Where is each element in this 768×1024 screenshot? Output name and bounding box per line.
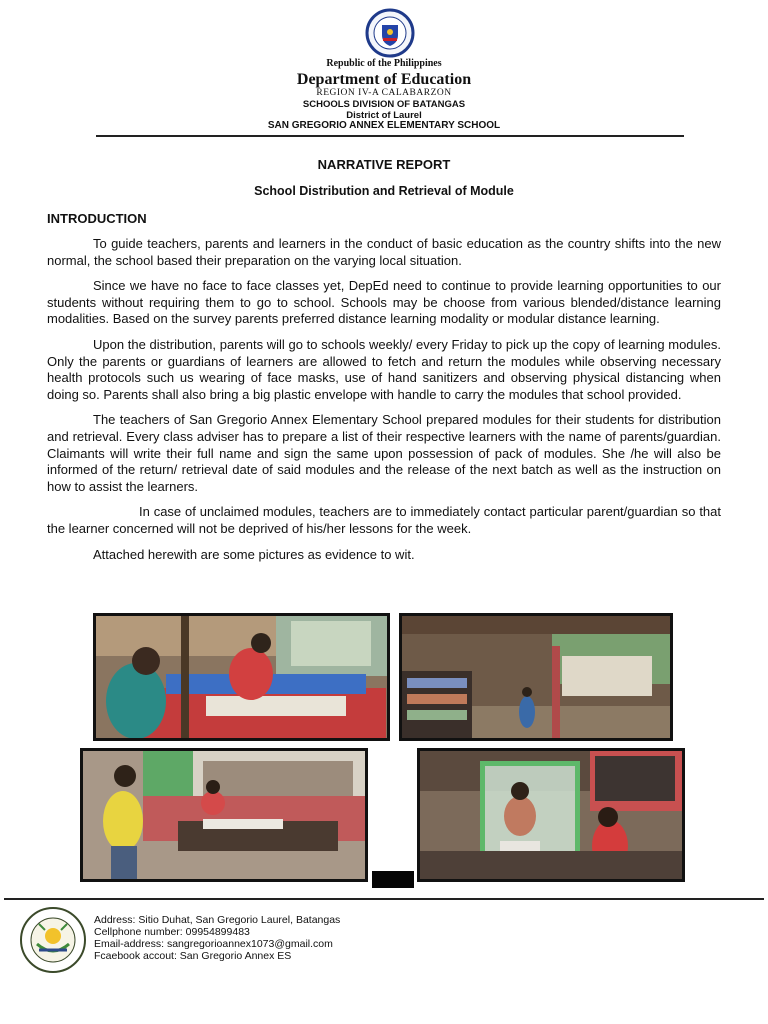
paragraph-2: Since we have no face to face classes yet, DepEd need to continue to provide learning opportunities to our students without requiring them to go to school. Schools may be choose from various blended/distance learning modalities. Based on the survey parents preferred distance learning modality or modular distance learning.	[47, 278, 721, 327]
school-logo	[15, 906, 91, 974]
report-subtitle: School Distribution and Retrieval of Module	[254, 184, 514, 198]
evidence-photo-retrieval-table	[80, 748, 368, 882]
paragraph-5: In case of unclaimed modules, teachers are to immediately contact particular parent/guardian so that the learner concerned will not be deprived of his/her lessons for the week.	[47, 504, 721, 536]
region-label: REGION IV-A CALABARZON	[316, 88, 452, 98]
footer-address: Address: Sitio Duhat, San Gregorio Laurel, Batangas	[94, 914, 341, 926]
evidence-photo-distribution-table	[93, 613, 390, 741]
paragraph-3: Upon the distribution, parents will go to schools weekly/ every Friday to pick up the copy of learning modules. Only the parents or guardians of learners are allowed to fetch and return the modules while observing necessary health protocols such us wearing of face masks, use of hand sanitizers and observing physical distancing when doing so. Parents shall also bring a big plastic envelope with handle to carry the modules that school provided.	[47, 336, 721, 402]
district-label: District of Laurel	[346, 110, 422, 121]
department-title: Department of Education	[296, 71, 472, 88]
footer-email: Email-address: sangregorioannex1073@gmail.com	[94, 938, 333, 950]
paragraph-1: To guide teachers, parents and learners in the conduct of basic education as the country shifts into the new normal, the school based their preparation on the varying local situation.	[47, 236, 721, 268]
footer-phone: Cellphone number: 09954899483	[94, 926, 250, 938]
school-name: SAN GREGORIO ANNEX ELEMENTARY SCHOOL	[267, 120, 501, 131]
report-body	[47, 236, 721, 572]
division-label: SCHOOLS DIVISION OF BATANGAS	[302, 99, 466, 110]
footer-divider	[4, 898, 764, 900]
evidence-photo-teacher-barrier	[417, 748, 685, 882]
deped-seal-logo	[361, 8, 419, 58]
header-divider	[96, 135, 684, 137]
footer-facebook: Fcaebook accout: San Gregorio Annex ES	[94, 950, 292, 962]
report-title: NARRATIVE REPORT	[317, 157, 451, 172]
evidence-photo-school-corridor	[399, 613, 673, 741]
section-heading: INTRODUCTION	[47, 211, 147, 226]
redaction-block	[372, 871, 414, 888]
paragraph-4: The teachers of San Gregorio Annex Elementary School prepared modules for their students for distribution and retrieval. Every class adviser has to prepare a list of their respective learners with the name of parents/guardian. Claimants will write their full name and sign the same upon possession of pack of modules. She /he will also be informed of the return/ retrieval date of said modules and the release of the next batch as well as the instruction on how to assist the learners.	[47, 412, 721, 494]
republic-label: Republic of the Philippines	[326, 58, 442, 69]
paragraph-6: Attached herewith are some pictures as evidence to wit.	[93, 546, 415, 562]
